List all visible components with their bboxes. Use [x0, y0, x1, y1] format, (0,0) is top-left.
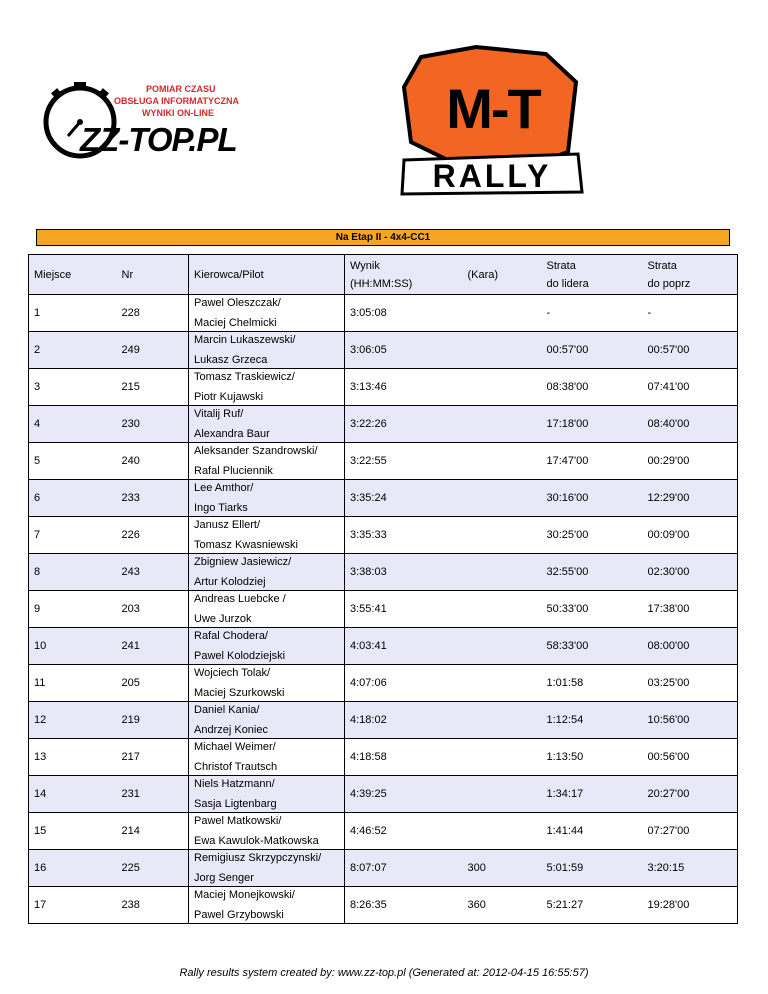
crew-pilot: Jorg Senger [194, 872, 254, 884]
crew-pilot: Lukasz Grzeca [194, 354, 268, 366]
cell-result: 3:22:26 [345, 406, 463, 443]
crew-driver: Wojciech Tolak/ [194, 667, 271, 679]
mt-logo-bottom-text: RALLY [432, 158, 552, 194]
crew-driver: Vitalij Ruf/ [194, 408, 244, 420]
cell-penalty [463, 332, 542, 369]
cell-position: 2 [29, 332, 117, 369]
table-row [29, 628, 738, 665]
cell-number: 240 [117, 443, 189, 480]
cell-result: 4:18:02 [345, 702, 463, 739]
crew-pilot: Uwe Jurzok [194, 613, 252, 625]
cell-result: 3:35:24 [345, 480, 463, 517]
table-row [29, 591, 738, 628]
cell-result: 4:39:25 [345, 776, 463, 813]
cell-gap-leader: 50:33'00 [542, 591, 643, 628]
table-header-row [29, 255, 738, 295]
cell-result: 3:13:46 [345, 369, 463, 406]
cell-result: 4:46:52 [345, 813, 463, 850]
cell-penalty [463, 295, 542, 332]
cell-gap-prev: 00:57'00 [643, 332, 738, 369]
crew-driver: Daniel Kania/ [194, 704, 260, 716]
table-row [29, 369, 738, 406]
cell-penalty [463, 443, 542, 480]
cell-number: 231 [117, 776, 189, 813]
crew-pilot: Andrzej Koniec [194, 724, 268, 736]
cell-result: 4:07:06 [345, 665, 463, 702]
crew-pilot: Ewa Kawulok-Matkowska [194, 835, 319, 847]
table-row [29, 480, 738, 517]
cell-gap-prev: 07:41'00 [643, 369, 738, 406]
cell-crew [189, 443, 345, 480]
crew-driver: Zbigniew Jasiewicz/ [194, 556, 292, 568]
cell-number: 233 [117, 480, 189, 517]
cell-gap-leader: 1:41:44 [542, 813, 643, 850]
cell-gap-leader: 5:01:59 [542, 850, 643, 887]
cell-gap-leader: 30:16'00 [542, 480, 643, 517]
header-strata-lider: Strata do lidera [542, 255, 643, 295]
cell-crew [189, 813, 345, 850]
cell-gap-leader: - [542, 295, 643, 332]
cell-gap-leader: 5:21:27 [542, 887, 643, 924]
cell-position: 9 [29, 591, 117, 628]
table-row [29, 887, 738, 924]
cell-penalty [463, 406, 542, 443]
cell-penalty [463, 517, 542, 554]
crew-driver: Pawel Oleszczak/ [194, 297, 281, 309]
cell-crew [189, 591, 345, 628]
header-kara: (Kara) [463, 255, 542, 295]
cell-gap-prev: 00:09'00 [643, 517, 738, 554]
cell-penalty [463, 739, 542, 776]
cell-position: 15 [29, 813, 117, 850]
cell-position: 10 [29, 628, 117, 665]
cell-penalty: 300 [463, 850, 542, 887]
cell-position: 6 [29, 480, 117, 517]
cell-number: 215 [117, 369, 189, 406]
cell-result: 8:26:35 [345, 887, 463, 924]
table-row [29, 554, 738, 591]
cell-result: 3:38:03 [345, 554, 463, 591]
cell-number: 205 [117, 665, 189, 702]
cell-crew [189, 776, 345, 813]
cell-gap-leader: 17:47'00 [542, 443, 643, 480]
table-row [29, 813, 738, 850]
table-row [29, 702, 738, 739]
cell-penalty [463, 591, 542, 628]
cell-result: 4:03:41 [345, 628, 463, 665]
crew-driver: Janusz Ellert/ [194, 519, 261, 531]
cell-result: 3:05:08 [345, 295, 463, 332]
crew-pilot: Tomasz Kwasniewski [194, 539, 298, 551]
cell-crew [189, 406, 345, 443]
cell-crew [189, 332, 345, 369]
cell-number: 214 [117, 813, 189, 850]
crew-pilot: Ingo Tiarks [194, 502, 248, 514]
table-row [29, 850, 738, 887]
cell-crew [189, 517, 345, 554]
cell-position: 13 [29, 739, 117, 776]
cell-crew [189, 369, 345, 406]
cell-number: 219 [117, 702, 189, 739]
cell-position: 16 [29, 850, 117, 887]
cell-crew [189, 480, 345, 517]
crew-pilot: Rafal Pluciennik [194, 465, 273, 477]
cell-position: 7 [29, 517, 117, 554]
cell-gap-prev: 02:30'00 [643, 554, 738, 591]
cell-number: 203 [117, 591, 189, 628]
cell-gap-leader: 1:34:17 [542, 776, 643, 813]
cell-position: 8 [29, 554, 117, 591]
crew-driver: Marcin Lukaszewski/ [194, 334, 296, 346]
logo-line-1: POMIAR CZASU [146, 84, 216, 94]
cell-penalty [463, 776, 542, 813]
cell-number: 230 [117, 406, 189, 443]
zz-top-logo [38, 78, 253, 160]
cell-number: 241 [117, 628, 189, 665]
crew-pilot: Maciej Chelmicki [194, 317, 277, 329]
cell-position: 4 [29, 406, 117, 443]
logo-line-2: OBSŁUGA INFORMATYCZNA [114, 96, 239, 106]
crew-driver: Rafal Chodera/ [194, 630, 268, 642]
crew-driver: Pawel Matkowski/ [194, 815, 282, 827]
cell-gap-prev: 00:56'00 [643, 739, 738, 776]
cell-number: 228 [117, 295, 189, 332]
header-miejsce: Miejsce [29, 255, 117, 295]
cell-gap-prev: 12:29'00 [643, 480, 738, 517]
cell-position: 5 [29, 443, 117, 480]
cell-gap-prev: 08:40'00 [643, 406, 738, 443]
cell-number: 217 [117, 739, 189, 776]
table-row [29, 776, 738, 813]
crew-driver: Niels Hatzmann/ [194, 778, 275, 790]
cell-gap-leader: 17:18'00 [542, 406, 643, 443]
cell-number: 225 [117, 850, 189, 887]
cell-position: 11 [29, 665, 117, 702]
cell-position: 1 [29, 295, 117, 332]
cell-crew [189, 739, 345, 776]
cell-gap-prev: 10:56'00 [643, 702, 738, 739]
logo-brand: ZZ-TOP.PL [80, 121, 237, 158]
cell-penalty: 360 [463, 887, 542, 924]
cell-crew [189, 554, 345, 591]
stage-title: Na Etap II - 4x4-CC1 [36, 229, 730, 246]
header-nr: Nr [117, 255, 189, 295]
table-row [29, 443, 738, 480]
cell-position: 17 [29, 887, 117, 924]
table-row [29, 406, 738, 443]
cell-result: 3:35:33 [345, 517, 463, 554]
cell-gap-leader: 32:55'00 [542, 554, 643, 591]
crew-pilot: Christof Trautsch [194, 761, 278, 773]
cell-position: 3 [29, 369, 117, 406]
crew-driver: Lee Amthor/ [194, 482, 254, 494]
cell-crew [189, 887, 345, 924]
cell-gap-leader: 30:25'00 [542, 517, 643, 554]
table-row [29, 739, 738, 776]
crew-pilot: Pawel Grzybowski [194, 909, 284, 921]
cell-number: 238 [117, 887, 189, 924]
cell-result: 3:06:05 [345, 332, 463, 369]
cell-position: 12 [29, 702, 117, 739]
cell-number: 249 [117, 332, 189, 369]
header-kierowca: Kierowca/Pilot [189, 255, 345, 295]
cell-gap-prev: 03:25'00 [643, 665, 738, 702]
cell-gap-prev: 20:27'00 [643, 776, 738, 813]
logo-line-3: WYNIKI ON-LINE [142, 108, 214, 118]
cell-position: 14 [29, 776, 117, 813]
crew-driver: Aleksander Szandrowski/ [194, 445, 318, 457]
crew-driver: Remigiusz Skrzypczynski/ [194, 852, 322, 864]
header-strata-poprz: Strata do poprz [643, 255, 738, 295]
cell-crew [189, 702, 345, 739]
cell-gap-prev: 07:27'00 [643, 813, 738, 850]
cell-penalty [463, 813, 542, 850]
cell-gap-prev: - [643, 295, 738, 332]
results-table [28, 254, 738, 924]
mt-rally-logo [396, 42, 586, 197]
table-row [29, 665, 738, 702]
cell-crew [189, 850, 345, 887]
cell-penalty [463, 702, 542, 739]
crew-pilot: Maciej Szurkowski [194, 687, 285, 699]
cell-gap-leader: 1:13:50 [542, 739, 643, 776]
cell-result: 8:07:07 [345, 850, 463, 887]
cell-penalty [463, 554, 542, 591]
crew-pilot: Pawel Kolodziejski [194, 650, 286, 662]
header-wynik: Wynik (HH:MM:SS) [345, 255, 463, 295]
crew-pilot: Piotr Kujawski [194, 391, 264, 403]
cell-penalty [463, 480, 542, 517]
cell-gap-prev: 19:28'00 [643, 887, 738, 924]
crew-pilot: Sasja Ligtenbarg [194, 798, 277, 810]
crew-driver: Michael Weimer/ [194, 741, 276, 753]
cell-penalty [463, 665, 542, 702]
cell-gap-leader: 00:57'00 [542, 332, 643, 369]
table-row [29, 332, 738, 369]
footer-credit: Rally results system created by: www.zz-top.pl (Generated at: 2012-04-15 16:55:57) [179, 967, 589, 979]
table-row [29, 295, 738, 332]
mt-logo-top-text: M-T [446, 77, 540, 140]
cell-penalty [463, 369, 542, 406]
table-row [29, 517, 738, 554]
crew-driver: Tomasz Traskiewicz/ [194, 371, 295, 383]
cell-number: 243 [117, 554, 189, 591]
cell-gap-prev: 17:38'00 [643, 591, 738, 628]
cell-gap-prev: 3:20:15 [643, 850, 738, 887]
cell-result: 3:22:55 [345, 443, 463, 480]
crew-driver: Andreas Luebcke / [194, 593, 286, 605]
cell-number: 226 [117, 517, 189, 554]
crew-pilot: Alexandra Baur [194, 428, 270, 440]
cell-gap-leader: 1:12:54 [542, 702, 643, 739]
crew-pilot: Artur Kolodziej [194, 576, 266, 588]
cell-crew [189, 665, 345, 702]
cell-gap-prev: 00:29'00 [643, 443, 738, 480]
cell-gap-prev: 08:00'00 [643, 628, 738, 665]
cell-gap-leader: 1:01:58 [542, 665, 643, 702]
cell-crew [189, 295, 345, 332]
cell-gap-leader: 58:33'00 [542, 628, 643, 665]
cell-crew [189, 628, 345, 665]
cell-result: 4:18:58 [345, 739, 463, 776]
cell-result: 3:55:41 [345, 591, 463, 628]
cell-penalty [463, 628, 542, 665]
cell-gap-leader: 08:38'00 [542, 369, 643, 406]
crew-driver: Maciej Monejkowski/ [194, 889, 295, 901]
